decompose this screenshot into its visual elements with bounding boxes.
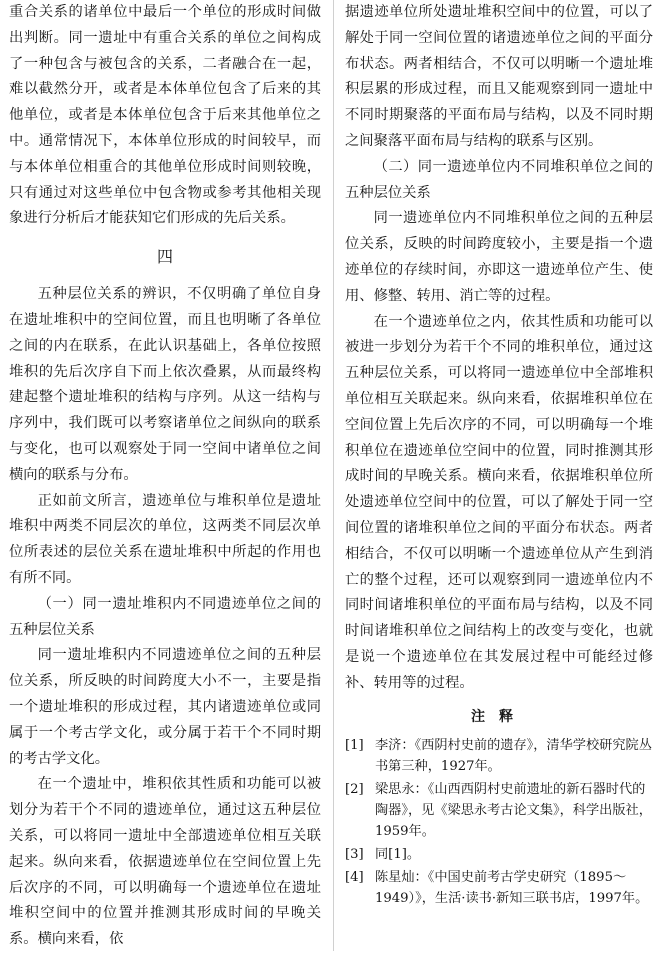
paragraph-continued: 据遗迹单位所处遗址堆积空间中的位置，可以了解处于同一空间位置的诸遗迹单位之间的平面分布状态。两者相结合，不仅可以明晰一个遗址堆积层累的形成过程，而且又能观察到同一遗址中不同时期聚落的平面布局与结构，以及不同时期之间聚落平面布局与结构的联系与区别。 (345, 4, 653, 149)
paragraph: 在一个遗址中，堆积依其性质和功能可以被划分为若干个不同的遗迹单位，通过这五种层位关系，可以将同一遗址中全部遗迹单位相互关联起来。纵向来看，依据遗迹单位在空间位置上先后次序的不同，可以明确每一个遗迹单位在遗址堆积空间中的位置并推测其形成时间的早晚关系。横向来看，依 (9, 776, 321, 948)
paragraph: 同一遗址堆积内不同遗迹单位之间的五种层位关系，所反映的时间跨度大小不一，主要是指一个遗址堆积的形成过程，其内诸遗迹单位或同属于一个考古学文化，或分属于若干个不同时期的考古学文化。 (9, 647, 321, 767)
paragraph: 在一个遗迹单位之内，依其性质和功能可以被进一步划分为若干个不同的堆积单位，通过这五种层位关系，可以将同一遗迹单位中全部堆积单位相互关联起来。纵向来看，依据堆积单位在空间位置上先后次序的不同，可以明确每一个堆积单位在遗迹单位空间中的位置，同时推测其形成时间的早晚关系。横向来看，依据堆积单位所处遗迹单位空间中的位置，可以了解处于同一空间位置的诸堆积单位之间的平面分布状态。两者相结合，不仅可以明晰一个遗迹单位从产生到消亡的整个过程，还可以观察到同一遗迹单位内不同时间诸堆积单位的平面布局与结构，以及不同时间诸堆积单位之间结构上的改变与变化，也就是说一个遗迹单位在其发展过程中可能经过修补、转用等的过程。 (345, 313, 653, 691)
note-number: [1] (345, 737, 364, 753)
paragraph: 五种层位关系的辨识，不仅明确了单位自身在遗址堆积中的空间位置，而且也明晰了各单位之间的内在联系，在此认识基础上，各单位按照堆积的先后次序自下而上依次叠累，从而最终构建起整个遗址堆积的结构与序列。从这一结构与序列中，我们既可以考察诸单位之间纵向的联系与变化，也可以观察处于同一空间中诸单位之间横向的联系与分布。 (9, 286, 321, 483)
paragraph: 同一遗迹单位内不同堆积单位之间的五种层位关系，反映的时间跨度较小，主要是指一个遗迹单位的存续时间，亦即这一遗迹单位产生、使用、修整、转用、消亡等的过程。 (345, 210, 653, 304)
note-number: [4] (345, 869, 364, 885)
note-number: [2] (345, 781, 364, 797)
notes-list (345, 735, 653, 909)
note-number: [3] (345, 846, 364, 862)
paragraph-continued: 重合关系的诸单位中最后一个单位的形成时间做出判断。同一遗址中有重合关系的单位之间构成了一种包含与被包含的关系，二者融合在一起，难以截然分开，或者是本体单位包含了后来的其他单位，或者是本体单位包含于后来其他单位之中。通常情况下，本体单位形成的时间较早，而与本体单位相重合的其他单位形成时间则较晚，只有通过对这些单位中包含物或参考其他相关现象进行分析后才能获知它们形成的先后关系。 (9, 4, 321, 227)
note-item (345, 867, 653, 909)
note-item (345, 844, 653, 865)
notes-title: 注释 (471, 708, 527, 725)
right-column (345, 0, 653, 911)
note-item (345, 779, 653, 842)
subsection-heading: （二）同一遗迹单位内不同堆积单位之间的五种层位关系 (345, 158, 653, 201)
subsection-heading: （一）同一遗址堆积内不同遗迹单位之间的五种层位关系 (9, 595, 321, 638)
note-item (345, 735, 653, 777)
note-text: 梁思永：《山西西阴村史前遗址的新石器时代的陶器》，见《梁思永考古论文集》，科学出版社，1959年。 (375, 781, 652, 839)
left-column (9, 0, 321, 953)
paragraph: 正如前文所言，遗迹单位与堆积单位是遗址堆积中两类不同层次的单位，这两类不同层次单位所表述的层位关系在遗址堆积中所起的作用也有所不同。 (9, 492, 321, 586)
note-text: 李济：《西阴村史前的遗存》，清华学校研究院丛书第三种，1927年。 (375, 737, 652, 774)
note-text: 陈星灿：《中国史前考古学史研究（1895～1949）》，生活·读书·新知三联书店，1997年。 (375, 869, 649, 906)
column-divider (333, 0, 334, 951)
note-text: 同[1]。 (375, 846, 421, 862)
section-number: 四 (156, 247, 173, 267)
